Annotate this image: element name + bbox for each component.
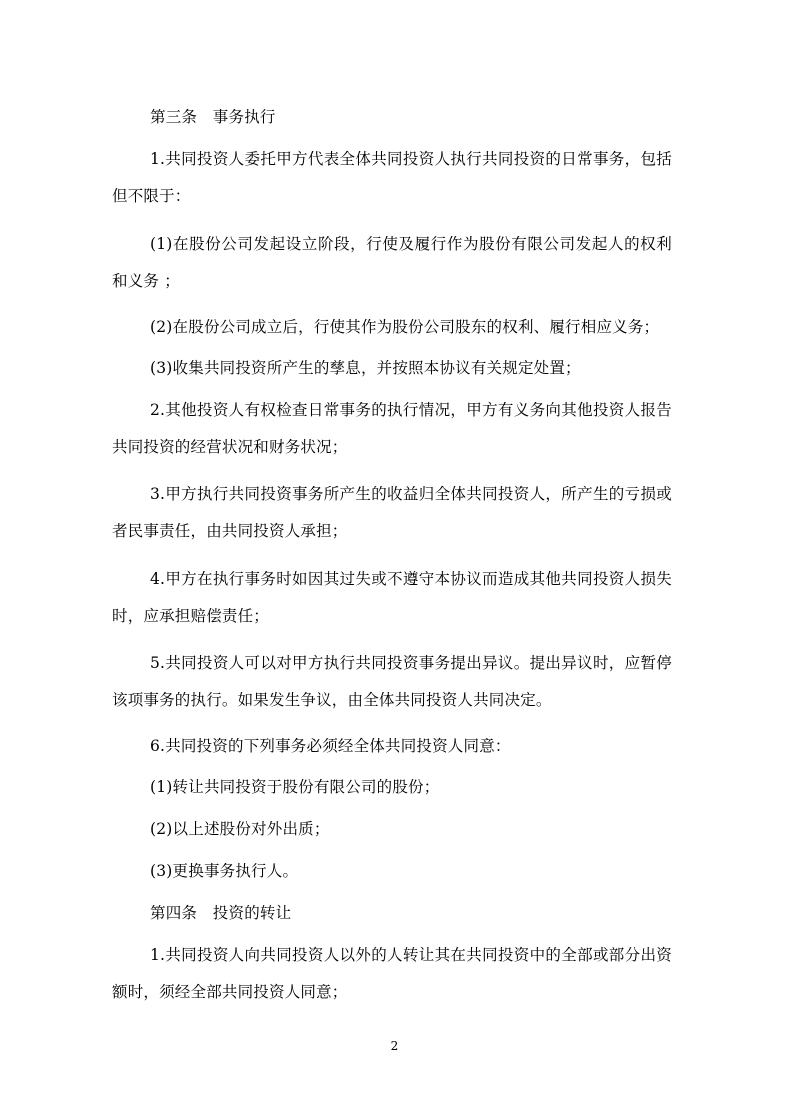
paragraph: 2.其他投资人有权检查日常事务的执行情况，甲方有义务向其他投资人报告共同投资的经营状况和财务状况； [112,401,672,456]
paragraph: (3)更换事务执行人。 [150,862,299,880]
paragraph: 4.甲方在执行事务时如因其过失或不遵守本协议而造成其他共同投资人损失时，应承担赔偿责任； [112,570,672,625]
paragraph: 6.共同投资的下列事务必须经全体共同投资人同意： [150,737,511,755]
paragraph: (3)收集共同投资所产生的孳息，并按照本协议有关规定处置； [150,359,581,377]
article-3-heading: 第三条 事务执行 [150,108,276,126]
paragraph: (2)在股份公司成立后，行使其作为股份公司股东的权利、履行相应义务； [150,318,660,336]
paragraph: (2)以上述股份对外出质； [150,820,330,838]
paragraph: 3.甲方执行共同投资事务所产生的收益归全体共同投资人，所产生的亏损或者民事责任，由共同投资人承担； [112,485,672,540]
paragraph: (1)在股份公司发起设立阶段，行使及履行作为股份有限公司发起人的权利和义务 ； [112,235,672,290]
paragraph: (1)转让共同投资于股份有限公司的股份； [150,778,440,796]
paragraph: 5.共同投资人可以对甲方执行共同投资事务提出异议。提出异议时，应暂停该项事务的执行。如果发生争议，由全体共同投资人共同决定。 [112,654,672,709]
article-4-heading: 第四条 投资的转让 [150,904,292,922]
page-number: 2 [390,1039,399,1053]
paragraph: 1.共同投资人委托甲方代表全体共同投资人执行共同投资的日常事务，包括但不限于： [112,150,672,205]
paragraph: 1.共同投资人向共同投资人以外的人转让其在共同投资中的全部或部分出资额时，须经全部共同投资人同意； [112,946,672,1001]
